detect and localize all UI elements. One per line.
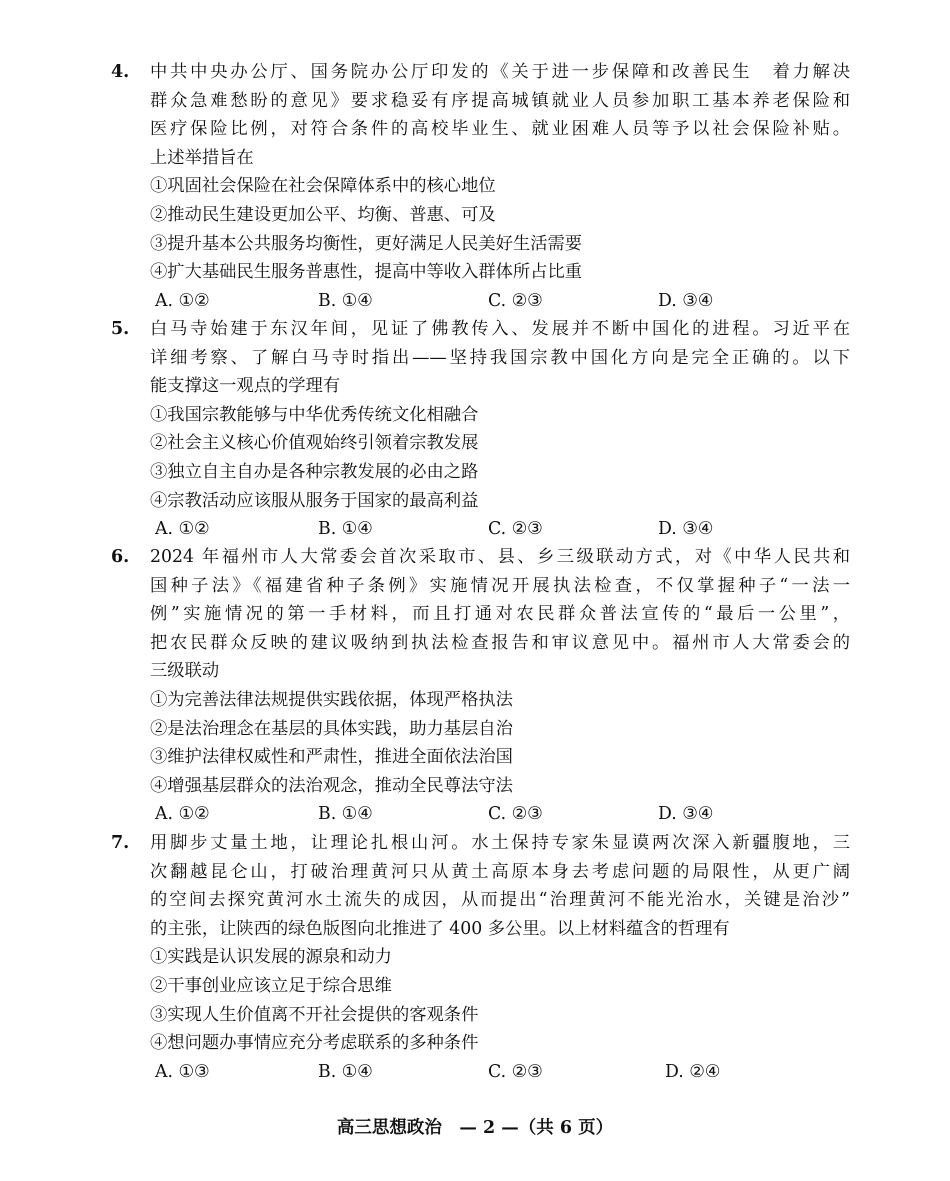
statement: ③独立自主自办是各种宗教发展的必由之路 <box>150 461 479 482</box>
statement: ①巩固社会保险在社会保障体系中的核心地位 <box>150 176 496 197</box>
statement: ④增强基层群众的法治观念，推动全民尊法守法 <box>150 775 513 796</box>
stem-line: 详细考察、了解白马寺时指出——坚持我国宗教中国化方向是完全正确的。以下 <box>150 347 850 368</box>
option-d[interactable]: D. ③④ <box>658 519 714 540</box>
statement: ③实现人生价值离不开社会提供的客观条件 <box>150 1004 479 1025</box>
option-a[interactable]: A. ①③ <box>155 1061 210 1082</box>
stem-line: 三级联动 <box>150 661 220 682</box>
statement: ③提升基本公共服务均衡性，更好满足人民美好生活需要 <box>150 233 583 254</box>
statement: ②推动民生建设更加公平、均衡、普惠、可及 <box>150 204 496 225</box>
stem-line: 白马寺始建于东汉年间，见证了佛教传入、发展并不断中国化的进程。习近平在 <box>150 319 850 339</box>
option-c[interactable]: C. ②③ <box>488 519 543 540</box>
option-b[interactable]: B. ①④ <box>318 804 373 825</box>
question-body <box>150 58 850 315</box>
option-c[interactable]: C. ②③ <box>488 290 543 311</box>
stem-line: 国种子法》《福建省种子条例》实施情况开展执法检查，不仅掌握种子“一法一 <box>150 575 850 596</box>
statement: ④想问题办事情应充分考虑联系的多种条件 <box>150 1033 479 1054</box>
statement: ④宗教活动应该服从服务于国家的最高利益 <box>150 490 479 511</box>
stem-line: 的空间去探究黄河水土流失的成因，从而提出“治理黄河不能光治水，关键是治沙” <box>150 890 850 911</box>
option-a[interactable]: A. ①② <box>155 519 210 540</box>
option-a[interactable]: A. ①② <box>155 290 210 311</box>
option-d[interactable]: D. ③④ <box>658 290 714 311</box>
option-c[interactable]: C. ②③ <box>488 804 543 825</box>
option-b[interactable]: B. ①④ <box>318 290 373 311</box>
stem-line: 例”实施情况的第一手材料，而且打通对农民群众普法宣传的“最后一公里”， <box>150 604 850 625</box>
stem-line: 中共中央办公厅、国务院办公厅印发的《关于进一步保障和改善民生 着力解决 <box>150 62 850 82</box>
statement: ③维护法律权威性和严肃性，推进全面依法治国 <box>150 747 513 768</box>
statement: ①为完善法律法规提供实践依据，体现严格执法 <box>150 689 513 710</box>
statement: ②社会主义核心价值观始终引领着宗教发展 <box>150 433 479 454</box>
statement: ①实践是认识发展的源泉和动力 <box>150 947 392 968</box>
stem-line: 的主张，让陕西的绿色版图向北推进了 400 多公里。以上材料蕴含的哲理有 <box>150 918 730 939</box>
stem-line: 上述举措旨在 <box>150 147 254 168</box>
statement: ④扩大基础民生服务普惠性，提高中等收入群体所占比重 <box>150 262 583 283</box>
question-number: 5. <box>111 319 130 339</box>
statement: ①我国宗教能够与中华优秀传统文化相融合 <box>150 404 479 425</box>
stem-line: 能支撑这一观点的学理有 <box>150 376 341 397</box>
stem-line: 群众急难愁盼的意见》要求稳妥有序提高城镇就业人员参加职工基本养老保险和 <box>150 90 850 111</box>
question-number: 4. <box>111 62 130 82</box>
statement: ②是法治理念在基层的具体实践，助力基层自治 <box>150 718 513 739</box>
option-b[interactable]: B. ①④ <box>318 519 373 540</box>
statement: ②干事创业应该立足于综合思维 <box>150 975 392 996</box>
stem-line: 医疗保险比例，对符合条件的高校毕业生、就业困难人员等予以社会保险补贴。 <box>150 119 850 140</box>
stem-line: 把农民群众反映的建议吸纳到执法检查报告和审议意见中。福州市人大常委会的 <box>150 632 850 653</box>
answer-options <box>150 515 850 544</box>
question-body <box>150 543 850 829</box>
answer-options <box>150 800 850 829</box>
stem-line: 用脚步丈量土地，让理论扎根山河。水土保持专家朱显谟两次深入新疆腹地，三 <box>150 833 850 853</box>
option-d[interactable]: D. ③④ <box>658 804 714 825</box>
answer-options <box>150 287 850 316</box>
question-body <box>150 829 850 1086</box>
option-b[interactable]: B. ①④ <box>318 1061 373 1082</box>
stem-line: 次翻越昆仑山，打破治理黄河只从黄土高原本身去考虑问题的局限性，从更广阔 <box>150 861 850 882</box>
question-number: 7. <box>111 833 130 853</box>
stem-line: 2024 年福州市人大常委会首次采取市、县、乡三级联动方式，对《中华人民共和 <box>150 547 850 567</box>
answer-options <box>150 1058 850 1087</box>
option-a[interactable]: A. ①② <box>155 804 210 825</box>
question-number: 6. <box>111 547 130 567</box>
option-d[interactable]: D. ②④ <box>665 1061 721 1082</box>
page-footer: 高三思想政治 — 2 —（共 6 页） <box>336 1118 614 1138</box>
question-body <box>150 315 850 544</box>
option-c[interactable]: C. ②③ <box>488 1061 543 1082</box>
